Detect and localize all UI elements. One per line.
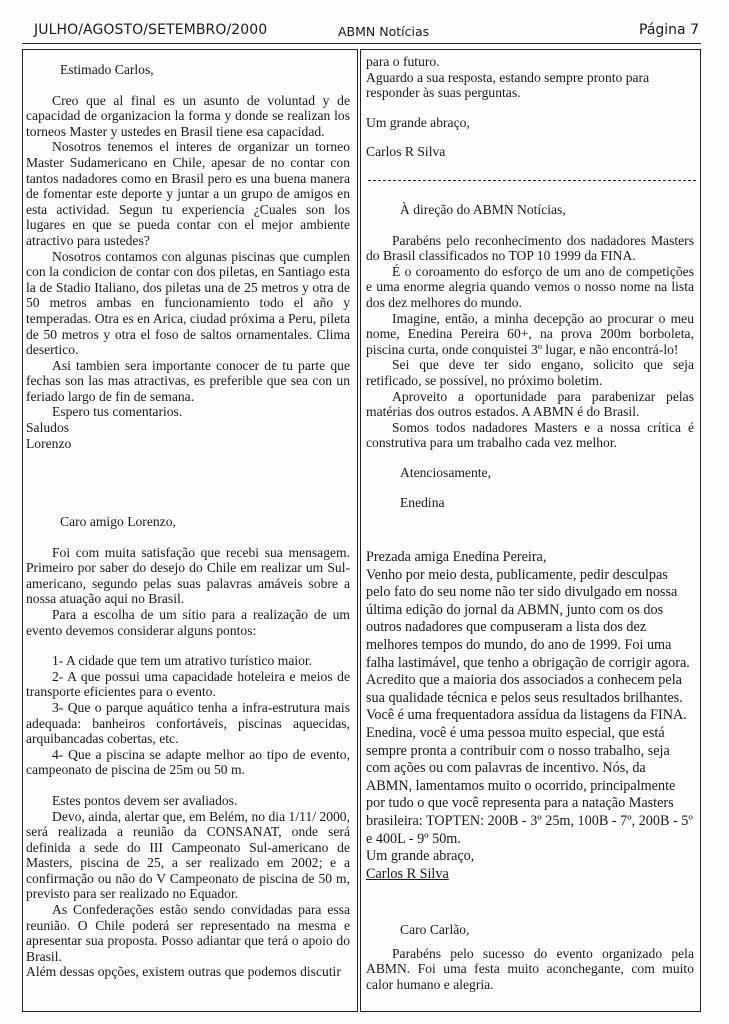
letter-paragraph: Foi com muita satisfação que recebi sua mensagem. Primeiro por saber do desejo do Chile em realizar um Sul-americano, segundo pelas suas palavras amáveis sobre a nossa atuação aqui no Brasil. (26, 544, 350, 607)
header-rule (22, 43, 701, 44)
letter-closing: Um grande abraço, (366, 848, 475, 865)
letter-salutation: Caro Carlão, (400, 922, 470, 937)
letter-paragraph: Nosotros tenemos el interes de organizar un torneo Master Sudamericano en Chile, apesar de no contar con tantos nadadores como en Brasil pero es una buena manera de fomentar este deporte y juntar a un grupo de amigos en esta actividad. Segun tu experiencia ¿Cuales son los lugares en que se pueda contar con el mejor ambiente atractivo para ustedes? (26, 139, 350, 248)
letter-paragraph: para o futuro. (366, 54, 440, 69)
letter-to-lorenzo (26, 514, 350, 980)
letter-salutation: Prezada amiga Enedina Pereira, (366, 549, 547, 565)
letter-paragraph: Aproveito a oportunidade para parabenizar pelas matérias dos outros estados. A ABMN é do Brasil. (366, 388, 694, 420)
list-item: 3- Que o parque aquático tenha a infra-estrutura mais adequada: banheiros confortáveis, piscinas aquecidas, arquibancadas cobertas, etc. (26, 699, 350, 747)
letter-paragraph: Aguardo a sua resposta, estando sempre pronto para responder às suas perguntas. (366, 69, 650, 101)
letter-paragraph: Devo, ainda, alertar que, em Belém, no dia 1/11/ 2000, será realizada a reunião da CONSANAT, onde será definida a sede do III Campeonato Sul-americano de Masters, piscina de 25, a ser realizado em 2002; e a confirmação ou não do V Campeonato de piscina de 50 m, previsto para ser realizado no Equador. (26, 808, 350, 902)
section-divider (368, 180, 696, 191)
letter-closing: Saludos (26, 420, 70, 436)
letter-signature: Carlos R Silva (366, 865, 449, 882)
letter-to-carlos (26, 62, 350, 451)
letter-paragraph: Somos todos nadadores Masters e a nossa crítica é construtiva para um trabalho cada vez melhor. (366, 419, 694, 451)
list-item: 2- A que possui uma capacidade hoteleira e meios de transporte eficientes para o evento. (26, 668, 350, 700)
letter-paragraph: Espero tus comentarios. (52, 404, 183, 420)
list-item: 1- A cidade que tem um atrativo turístico maior. (52, 653, 313, 669)
letter-paragraph: Parabéns pelo sucesso do evento organizado pela ABMN. Foi uma festa muito aconchegante, com muito calor humano e alegria. (366, 945, 694, 992)
letter-closing: Um grande abraço, (366, 114, 470, 130)
letter-salutation: Estimado Carlos, (60, 62, 154, 77)
list-item: 4- Que a piscina se adapte melhor ao tipo de evento, campeonato de piscina de 25m ou 50 m. (26, 746, 350, 778)
letter-paragraph: Asi tambien sera importante conocer de tu parte que fechas son las mas atractivas, es preferible que sea con un feriado largo de fin de semana. (26, 357, 350, 404)
letter-signature: Lorenzo (26, 435, 72, 451)
letter-paragraph: Venho por meio desta, publicamente, pedir desculpas pelo fato do seu nome não ter sido divulgado em nossa última edição do jornal da ABMN, junto com os dos outros nadadores que compuseram a lista dos dez melhores tempos do mundo, do ano de 1999. Foi uma falha lastimável, que tenho a obrigação de corrigir agora. Acredito que a maioria dos associados a conhecem pela sua qualidade técnica e pelos seus resultados brilhantes. Você é uma frequentadora assídua da listagens da FINA. Enedina, você é uma pessoa muito especial, que está sempre pronta a contribuir com o nosso trabalho, seja com ações ou com palavras de incentivo. Nós, da ABMN, lamentamos muito o ocorrido, principalmente por tudo o que você representa para a natação Masters brasileira: TOPTEN: 200B - 3º 25m, 100B - 7º, 200B - 5º e 400L - 9º 50m. (366, 566, 693, 847)
letter-paragraph: Creo que al final es un asunto de voluntad y de capacidad de organizacion la forma y donde se realizan los torneos Master y ustedes en Brasil tiene esa capacidad. (26, 92, 350, 139)
letter-to-enedina (366, 549, 694, 883)
letter-signature: Enedina (400, 494, 445, 510)
letter-paragraph: Imagine, então, a minha decepção ao procurar o meu nome, Enedina Pereira 60+, na prova 200m borboleta, piscina curta, onde conquistei 3º lugar, e não encontrá-lo! (366, 310, 694, 357)
page-number: Página 7 (639, 22, 699, 38)
letter-to-lorenzo-continued (366, 54, 694, 160)
letter-salutation: À direção do ABMN Notícias, (400, 202, 566, 217)
letter-paragraph: As Confederações estão sendo convidadas para essa reunião. O Chile poderá ser representado na mesma e apresentar sua proposta. Posso adiantar que terá o apoio do Brasil. (26, 902, 350, 964)
page-header (22, 20, 699, 42)
letter-paragraph: Para a escolha de um sítio para a realização de um evento devemos considerar alguns pontos: (26, 606, 350, 638)
publication-name: ABMN Notícias (338, 24, 430, 39)
issue-date: JULHO/AGOSTO/SETEMBRO/2000 (34, 22, 268, 38)
letter-paragraph: Sei que deve ter sido engano, solicito que seja retificado, se possível, no próximo boletim. (366, 357, 694, 388)
letter-paragraph: Além dessas opções, existem outras que podemos discutir (26, 964, 341, 980)
letter-paragraph: Nosotros contamos con algunas piscinas que cumplen con la condicion de contar con dos piletas, en Santiago esta la de Stadio Italiano, dos piletas una de 25 metros y otra de 50 metros ambas en funcionamiento todo el año y temperadas. Otra es en Arica, ciudad próxima a Peru, pileta de 50 metros y otra el foso de saltos ornamentales. Clima desertico. (26, 248, 350, 358)
letter-to-direcao (366, 202, 694, 510)
letter-paragraph: É o coroamento do esforço de um ano de competições e uma enorme alegria quando vemos o nosso nome na lista dos dez melhores do mundo. (366, 263, 694, 310)
letter-closing: Atenciosamente, (400, 464, 491, 480)
letter-paragraph: Parabéns pelo reconhecimento dos nadadores Masters do Brasil classificados no TOP 10 1999 da FINA. (366, 232, 694, 264)
letter-salutation: Caro amigo Lorenzo, (60, 514, 176, 529)
letter-to-carlao (366, 922, 694, 992)
letter-signature: Carlos R Silva (366, 144, 446, 160)
letter-paragraph: Estes pontos devem ser avaliados. (52, 792, 238, 808)
